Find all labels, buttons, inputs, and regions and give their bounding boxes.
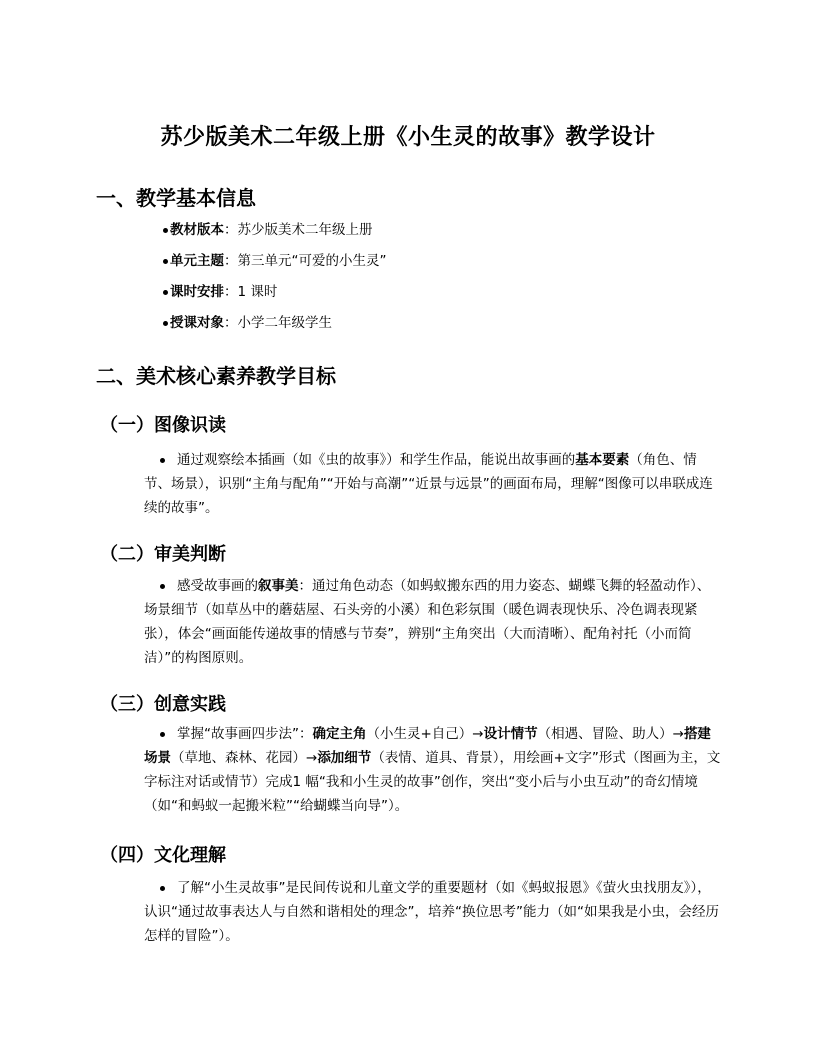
paragraph-aesthetic-judgment: 感受故事画的叙事美：通过角色动态（如蚂蚁搬东西的用力姿态、蝴蝶飞舞的轻盈动作）、场景细节（如草丛中的蘑菇屋、石头旁的小溪）和色彩氛围（暖色调表现快乐、冷色调表现紧张），体会“画面能传递故事的情感与节奏”，辨别“主角突出（大而清晰）、配角衬托（小而简洁）”的构图原则。 — [144, 578, 711, 666]
paragraph-image-reading: 通过观察绘本插画（如《虫的故事》）和学生作品，能说出故事画的基本要素（角色、情节、场景），识别“主角与配角”“开始与高潮”“近景与远景”的画面布局，理解“图像可以串联成连续的故事”。 — [144, 452, 713, 516]
paragraph-cultural-understanding: 了解“小生灵故事”是民间传说和儿童文学的重要题材（如《蚂蚁报恩》《萤火虫找朋友》），认识“通过故事表达人与自然和谐相处的理念”，培养“换位思考”能力（如“如果我是小虫，会经历怎样的冒险”）。 — [144, 880, 719, 944]
item-label: 单元主题 — [170, 253, 224, 269]
item-value: 小学二年级学生 — [237, 315, 332, 331]
item-value: 苏少版美术二年级上册 — [237, 222, 373, 238]
section-heading-basic-info: 一、教学基本信息 — [96, 186, 256, 210]
subheading-creative-practice: （三）创意实践 — [100, 694, 226, 715]
item-label: 教材版本 — [170, 222, 224, 238]
paragraph-creative-practice: 掌握“故事画四步法”：确定主角（小生灵+自己）→设计情节（相遇、冒险、助人）→搭建场景（草地、森林、花园）→添加细节（表情、道具、背景），用绘画+文字”形式（图画为主，文字标注对话或情节）完成1 幅“我和小生灵的故事”创作，突出“变小后与小虫互动”的奇幻情境（如“和蚂蚁一起搬米粒”“给蝴蝶当向导”）。 — [144, 726, 721, 814]
subheading-image-reading: （一）图像识读 — [100, 415, 226, 436]
item-value: 1 课时 — [237, 284, 278, 300]
item-label: 课时安排 — [170, 284, 224, 300]
item-label: 授课对象 — [170, 315, 224, 331]
bullet-dot-icon — [160, 584, 165, 589]
basic-info-list — [170, 220, 387, 344]
bullet-dot-icon — [160, 886, 165, 891]
section-heading-objectives: 二、美术核心素养教学目标 — [96, 364, 336, 388]
subheading-aesthetic-judgment: （二）审美判断 — [100, 544, 226, 565]
list-item: 授课对象：小学二年级学生 — [170, 313, 387, 344]
list-item: 教材版本：苏少版美术二年级上册 — [170, 220, 387, 251]
list-item: 课时安排：1 课时 — [170, 282, 387, 313]
subheading-cultural-understanding: （四）文化理解 — [100, 845, 226, 866]
item-value: 第三单元“可爱的小生灵” — [237, 253, 387, 269]
bullet-dot-icon — [160, 732, 165, 737]
document-title: 苏少版美术二年级上册《小生灵的故事》教学设计 — [160, 124, 656, 150]
list-item: 单元主题：第三单元“可爱的小生灵” — [170, 251, 387, 282]
bullet-dot-icon — [160, 458, 165, 463]
